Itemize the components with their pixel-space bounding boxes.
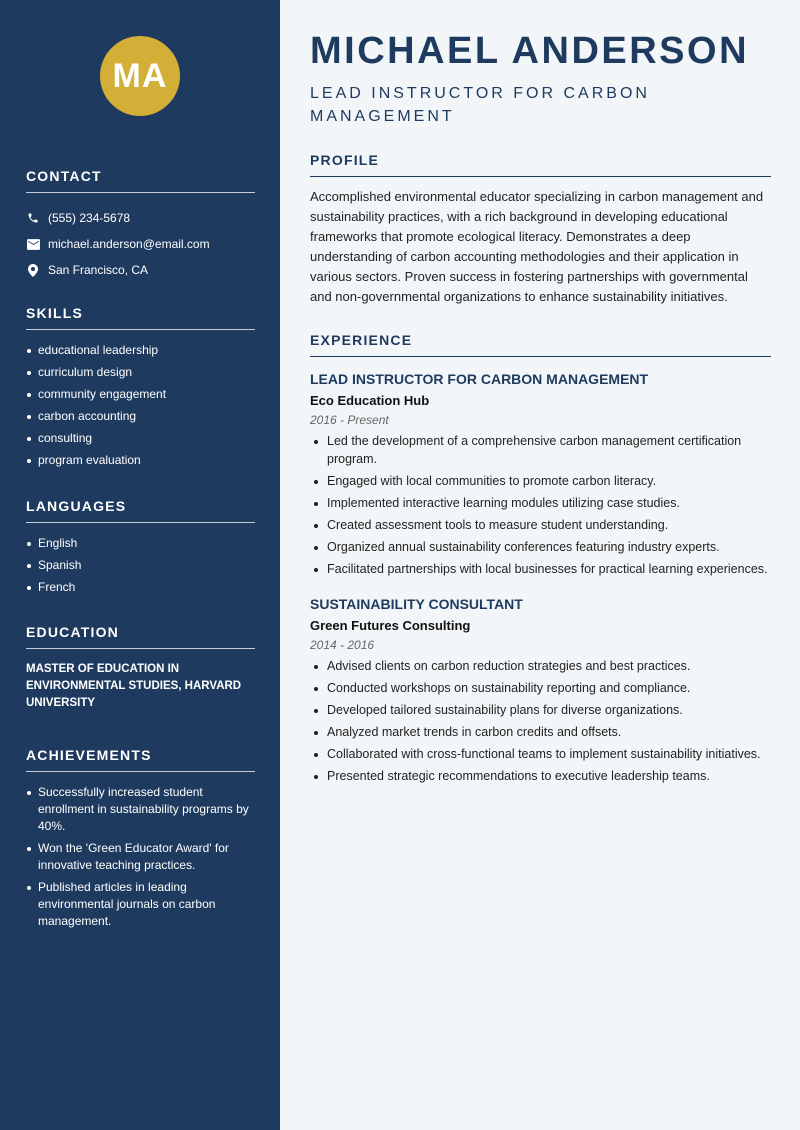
phone-text[interactable]: (555) 234-5678 xyxy=(48,211,131,225)
job-bullet: Analyzed market trends in carbon credits and offsets. xyxy=(310,724,771,742)
achievement-item: Won the 'Green Educator Award' for innovative teaching practices. xyxy=(26,840,255,874)
achievement-item: Published articles in leading environmental journals on carbon management. xyxy=(26,879,255,930)
profile-section xyxy=(310,152,771,307)
achievements-heading: ACHIEVEMENTS xyxy=(26,747,255,772)
job-bullet: Implemented interactive learning modules utilizing case studies. xyxy=(310,495,771,513)
contact-email xyxy=(26,231,255,257)
languages-list xyxy=(26,535,255,596)
job-bullet: Developed tailored sustainability plans for diverse organizations. xyxy=(310,702,771,720)
achievements-list xyxy=(26,784,255,930)
skills-section xyxy=(26,305,255,474)
achievements-section xyxy=(26,747,255,935)
job-bullet: Advised clients on carbon reduction strategies and best practices. xyxy=(310,658,771,676)
skill-item: consulting xyxy=(26,430,255,447)
skill-item: program evaluation xyxy=(26,452,255,469)
languages-heading: LANGUAGES xyxy=(26,498,255,523)
job-bullets xyxy=(310,658,771,786)
job-bullet: Conducted workshops on sustainability reporting and compliance. xyxy=(310,680,771,698)
job-bullet: Collaborated with cross-functional teams to implement sustainability initiatives. xyxy=(310,746,771,764)
skill-item: curriculum design xyxy=(26,364,255,381)
job-bullet: Engaged with local communities to promote carbon literacy. xyxy=(310,473,771,491)
skills-heading: SKILLS xyxy=(26,305,255,330)
job-title: SUSTAINABILITY CONSULTANT xyxy=(310,596,523,612)
location-pin-icon xyxy=(26,263,40,277)
profile-text: Accomplished environmental educator specializing in carbon management and sustainability practices, with a rich background in developing educational frameworks that promote ecological literacy. Demonstrates a deep understanding of carbon accounting methodologies and their application in various sectors. Proven success in fostering partnerships with governmental and non-governmental organizations to enhance sustainability initiatives. xyxy=(310,189,764,304)
candidate-title: LEAD INSTRUCTOR FOR CARBON MANAGEMENT xyxy=(310,85,650,125)
job-bullet: Created assessment tools to measure student understanding. xyxy=(310,517,771,535)
contact-location xyxy=(26,257,255,283)
email-text[interactable]: michael.anderson@email.com xyxy=(48,237,210,251)
job-bullet: Facilitated partnerships with local businesses for practical learning experiences. xyxy=(310,561,771,579)
education-degree: MASTER OF EDUCATION IN ENVIRONMENTAL STUDIES, HARVARD UNIVERSITY xyxy=(26,663,242,709)
email-icon xyxy=(26,237,40,251)
skill-item: educational leadership xyxy=(26,342,255,359)
job-company: Eco Education Hub xyxy=(310,393,430,408)
phone-icon xyxy=(26,211,40,225)
contact-heading: CONTACT xyxy=(26,168,255,193)
language-item: French xyxy=(26,579,255,596)
job-bullet: Presented strategic recommendations to executive leadership teams. xyxy=(310,768,771,786)
languages-section xyxy=(26,498,255,601)
education-section xyxy=(26,624,255,712)
job-company: Green Futures Consulting xyxy=(310,618,471,633)
skills-list xyxy=(26,342,255,469)
skill-item: carbon accounting xyxy=(26,408,255,425)
candidate-name: MICHAEL ANDERSON xyxy=(310,30,750,72)
contact-section xyxy=(26,168,255,283)
job-dates: 2016 - Present xyxy=(310,413,389,427)
experience-heading: EXPERIENCE xyxy=(310,332,771,357)
job-dates: 2014 - 2016 xyxy=(310,638,375,652)
contact-phone xyxy=(26,205,255,231)
job-bullet: Organized annual sustainability conferences featuring industry experts. xyxy=(310,539,771,557)
job-bullets xyxy=(310,433,771,578)
skill-item: community engagement xyxy=(26,386,255,403)
language-item: English xyxy=(26,535,255,552)
sidebar xyxy=(0,0,280,1130)
education-heading: EDUCATION xyxy=(26,624,255,649)
language-item: Spanish xyxy=(26,557,255,574)
job-title: LEAD INSTRUCTOR FOR CARBON MANAGEMENT xyxy=(310,371,649,387)
achievement-item: Successfully increased student enrollment in sustainability programs by 40%. xyxy=(26,784,255,835)
job-entry xyxy=(310,371,771,578)
profile-heading: PROFILE xyxy=(310,152,771,177)
job-entry xyxy=(310,596,771,786)
location-text: San Francisco, CA xyxy=(48,263,149,277)
job-bullet: Led the development of a comprehensive carbon management certification program. xyxy=(310,433,771,468)
experience-section xyxy=(310,332,771,790)
avatar-initials: MA xyxy=(100,36,180,116)
